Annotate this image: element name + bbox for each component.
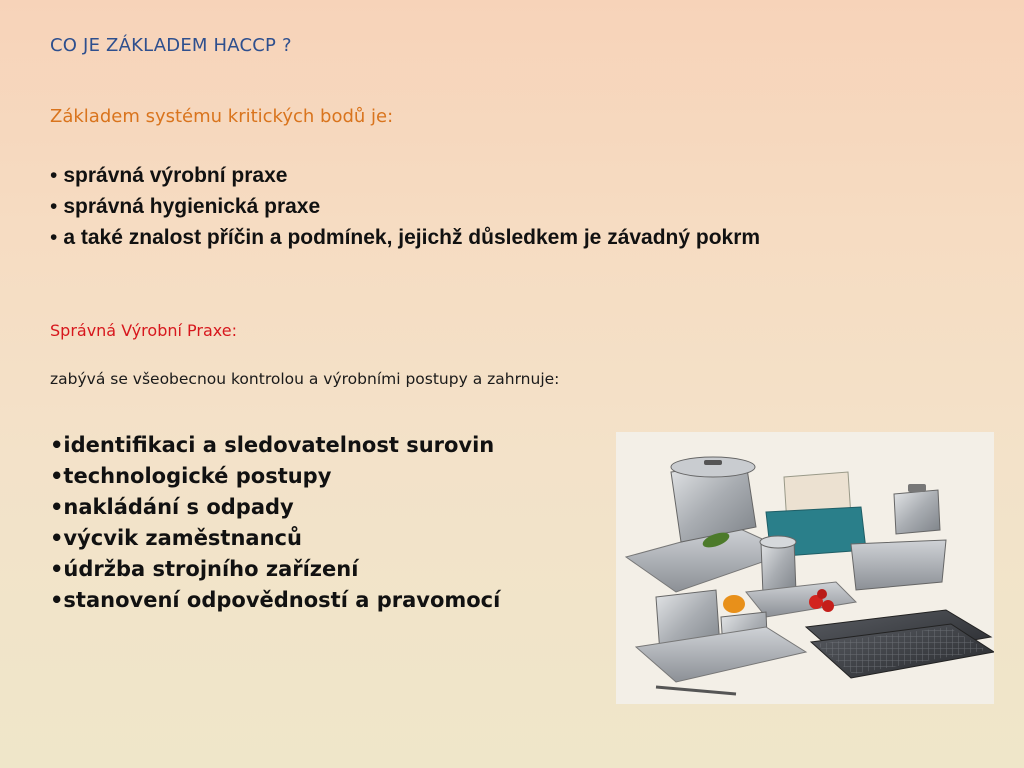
containers-photo — [616, 432, 994, 704]
list-item — [50, 160, 760, 191]
list-item-text: a také znalost příčin a podmínek, jejichž důsledkem je závadný pokrm — [63, 226, 761, 249]
section-title: Správná Výrobní Praxe: — [50, 321, 237, 340]
slide-subtitle: Základem systému kritických bodů je: — [50, 106, 394, 127]
list-item: •stanovení odpovědností a pravomocí — [50, 588, 501, 612]
bullet-marker: • — [50, 164, 58, 187]
list-item: •výcvik zaměstnanců — [50, 526, 302, 550]
list-item: •nakládání s odpady — [50, 495, 294, 519]
bullet-marker: • — [50, 226, 58, 249]
list-item: •identifikaci a sledovatelnost surovin — [50, 433, 495, 457]
principles-list — [50, 160, 760, 253]
list-item-text: správná hygienická praxe — [63, 195, 321, 218]
stainless-containers-icon — [616, 432, 994, 704]
list-item: •údržba strojního zařízení — [50, 557, 359, 581]
section-intro: zabývá se všeobecnou kontrolou a výrobními postupy a zahrnuje: — [50, 370, 560, 388]
gmp-list — [50, 430, 500, 616]
list-item-text: správná výrobní praxe — [63, 164, 288, 187]
list-item — [50, 222, 760, 253]
slide-title: CO JE ZÁKLADEM HACCP ? — [50, 35, 292, 56]
list-item: •technologické postupy — [50, 464, 332, 488]
list-item — [50, 191, 760, 222]
bullet-marker: • — [50, 195, 58, 218]
